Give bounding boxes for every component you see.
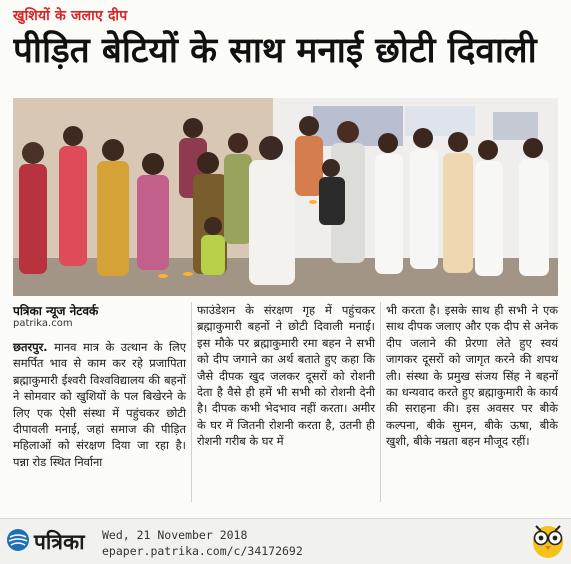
edition-meta xyxy=(102,527,303,559)
byline: पत्रिका न्यूज नेटवर्क xyxy=(13,304,99,318)
article-column-3: भी करता है। इसके साथ ही सभी ने एक साथ दीपक जलाए और एक दीप से अनेक दीप जलाने की प्रेरणा लेते हुए स्वयं जागकर दूसरों को जागृत करने की शपथ ली। संस्था के प्रमुख संजय सिंह ने बहनों का धन्यवाद करते हुए ब्रह्माकुमारी के कार्य की सराहना की। इस अवसर पर बीके कल्पना, बीके सुमन, बीके ऊषा, बीके खुशी, बीके नम्रता बहन मौजूद रहीं। xyxy=(386,303,558,449)
column-divider xyxy=(380,302,381,502)
article-column-2: फाउंडेशन के संरक्षण गृह में पहुंचकर ब्रह्माकुमारी बहनों ने छोटी दिवाली मनाई। इस मौके पर ब्रह्माकुमारी रमा बहन ने सभी को दीप जगाने का अर्थ बताते हुए कहा कि जैसे दीपक खुद जलकर दूसरों को रोशनी देता है वैसे ही हमें भी सभी को रोशनी देनी है। दीपक कभी भेदभाव नहीं करता। अमीर के घर में जितनी रोशनी करता है, उतनी ही रोशनी गरीब के घर में xyxy=(197,303,375,449)
article-kicker: खुशियों के जलाए दीप xyxy=(13,8,128,24)
edition-date: Wed, 21 November 2018 xyxy=(102,528,248,542)
patrika-globe-logo-icon xyxy=(6,528,30,556)
column-divider xyxy=(191,302,192,502)
edition-url[interactable]: epaper.patrika.com/c/34172692 xyxy=(102,544,303,558)
logo-text: पत्रिका xyxy=(34,530,85,554)
dateline: छतरपुर. xyxy=(13,340,48,354)
source-site: patrika.com xyxy=(13,318,73,329)
column-1-text: मानव मात्र के उत्थान के लिए समर्पित भाव से काम कर रहे प्रजापिता ब्रह्माकुमारी ईश्वरी विश्वविद्यालय की बहनों ने सोमवार को खुशियों के पल बिखेरने के लिए एक ऐसी संस्था में पहुंचकर छोटी दीपावली मनाई, जहां समाज की पीड़ित महिलाओं को संरक्षण दिया जा रहा है। पन्ना रोड स्थित निर्वाना xyxy=(13,340,186,469)
patrika-logo[interactable] xyxy=(6,528,85,556)
article-photo xyxy=(13,98,558,296)
article-column-1 xyxy=(13,339,186,470)
article-headline: पीड़ित बेटियों के साथ मनाई छोटी दिवाली xyxy=(13,31,537,71)
owl-mascot-icon xyxy=(530,520,566,564)
